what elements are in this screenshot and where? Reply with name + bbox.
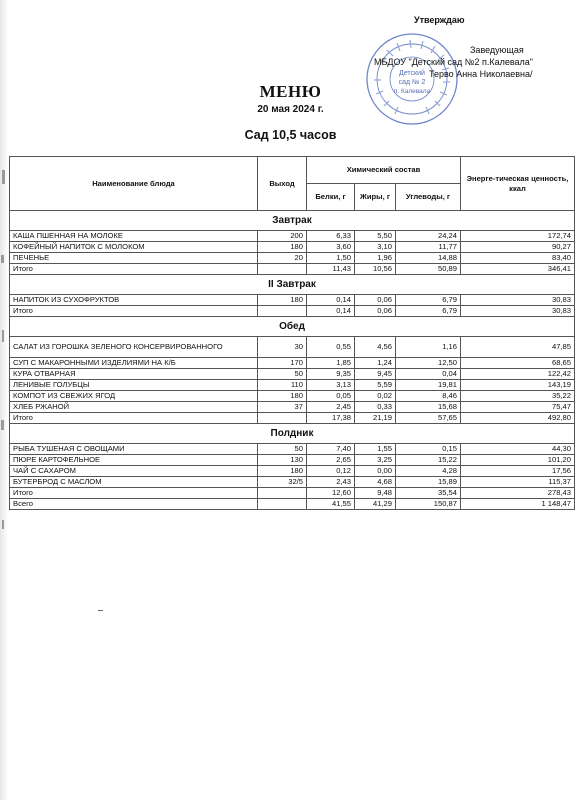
dish-energy: 75,47 [461,402,575,413]
total-carbs: 50,89 [396,264,461,275]
total-fat: 21,19 [355,413,396,424]
dish-protein: 0,14 [307,295,355,306]
dish-energy: 143,19 [461,380,575,391]
section-title: Завтрак [10,211,575,231]
total-energy: 278,43 [461,488,575,499]
dish-protein: 1,50 [307,253,355,264]
organization-name: МБДОУ "Детский сад №2 п.Калевала" [374,57,533,67]
dish-energy: 30,83 [461,295,575,306]
grand-total-fat: 41,29 [355,499,396,510]
dish-protein: 7,40 [307,444,355,455]
dish-name: КУРА ОТВАРНАЯ [10,369,258,380]
dish-energy: 17,56 [461,466,575,477]
dish-yield: 20 [258,253,307,264]
scan-mark [2,170,5,184]
dish-carbs: 24,24 [396,231,461,242]
dish-energy: 35,22 [461,391,575,402]
total-energy: 492,80 [461,413,575,424]
total-fat: 9,48 [355,488,396,499]
total-protein: 17,38 [307,413,355,424]
dish-fat: 1,96 [355,253,396,264]
dish-energy: 90,27 [461,242,575,253]
approver-title: Заведующая [470,45,524,55]
dish-yield: 37 [258,402,307,413]
dish-yield: 110 [258,380,307,391]
dish-yield: 180 [258,295,307,306]
dish-name: ПЕЧЕНЬЕ [10,253,258,264]
section-row [10,317,575,337]
group-label: Сад 10,5 часов [244,128,337,142]
scan-mark [2,330,4,342]
dish-fat: 1,55 [355,444,396,455]
section-title: II Завтрак [10,275,575,295]
total-fat: 10,56 [355,264,396,275]
dish-fat: 5,50 [355,231,396,242]
total-row [10,306,575,317]
section-title: Полдник [10,424,575,444]
table-row [10,391,575,402]
stamp-text: Детский [399,70,425,77]
dish-carbs: 14,88 [396,253,461,264]
total-carbs: 35,54 [396,488,461,499]
dish-energy: 115,37 [461,477,575,488]
dish-carbs: 1,16 [396,337,461,358]
column-header-name: Наименование блюда [10,157,258,211]
dish-protein: 3,13 [307,380,355,391]
dish-protein: 0,12 [307,466,355,477]
total-carbs: 57,65 [396,413,461,424]
column-header-carbs: Углеводы, г [396,184,461,211]
approver-name: Терво Анна Николаевна/ [429,69,533,79]
dish-yield: 50 [258,444,307,455]
dish-name: ХЛЕБ РЖАНОЙ [10,402,258,413]
grand-total-carbs: 150,87 [396,499,461,510]
table-row [10,358,575,369]
dish-fat: 0,33 [355,402,396,413]
dish-energy: 68,65 [461,358,575,369]
table-row [10,337,575,358]
total-label: Итого [10,264,258,275]
dish-name: ЧАЙ С САХАРОМ [10,466,258,477]
dish-protein: 6,33 [307,231,355,242]
menu-date: 20 мая 2024 г. [257,104,324,115]
total-label: Итого [10,306,258,317]
dish-name: КАША ПШЕННАЯ НА МОЛОКЕ [10,231,258,242]
dish-yield: 180 [258,466,307,477]
dish-yield: 170 [258,358,307,369]
scan-mark [2,520,4,529]
section-title: Обед [10,317,575,337]
dish-energy: 122,42 [461,369,575,380]
dish-carbs: 0,15 [396,444,461,455]
page-title: МЕНЮ [259,82,322,101]
dish-name: РЫБА ТУШЕНАЯ С ОВОЩАМИ [10,444,258,455]
dish-yield: 50 [258,369,307,380]
dish-yield: 180 [258,242,307,253]
total-yield-empty [258,488,307,499]
table-row [10,455,575,466]
scan-mark [1,420,4,430]
table-row [10,369,575,380]
table-row [10,253,575,264]
dish-carbs: 15,89 [396,477,461,488]
total-yield-empty [258,264,307,275]
section-row [10,211,575,231]
total-energy: 30,83 [461,306,575,317]
table-row [10,444,575,455]
dish-carbs: 6,79 [396,295,461,306]
table-row [10,402,575,413]
dish-yield: 30 [258,337,307,358]
total-fat: 0,06 [355,306,396,317]
approve-label: Утверждаю [414,15,465,25]
dish-fat: 4,68 [355,477,396,488]
column-header-fat: Жиры, г [355,184,396,211]
dish-carbs: 19,81 [396,380,461,391]
dish-energy: 44,30 [461,444,575,455]
section-row [10,424,575,444]
stamp-text: сад № 2 [398,79,426,86]
dish-protein: 9,35 [307,369,355,380]
dish-fat: 4,56 [355,337,396,358]
grand-total-energy: 1 148,47 [461,499,575,510]
total-row [10,488,575,499]
dish-fat: 3,10 [355,242,396,253]
dish-fat: 0,02 [355,391,396,402]
stamp-text: п. Калевала [393,88,431,95]
total-energy: 346,41 [461,264,575,275]
dish-protein: 0,05 [307,391,355,402]
dish-carbs: 8,46 [396,391,461,402]
dish-fat: 0,00 [355,466,396,477]
table-row [10,231,575,242]
total-yield-empty [258,413,307,424]
dish-name: НАПИТОК ИЗ СУХОФРУКТОВ [10,295,258,306]
dish-yield: 32/5 [258,477,307,488]
dish-protein: 2,45 [307,402,355,413]
column-header-protein: Белки, г [307,184,355,211]
total-label: Итого [10,488,258,499]
dish-carbs: 15,22 [396,455,461,466]
dish-yield: 180 [258,391,307,402]
dish-protein: 3,60 [307,242,355,253]
menu-table [9,156,575,510]
column-header-energy: Энерге-тическая ценность, ккал [461,157,575,211]
grand-total-row [10,499,575,510]
dish-fat: 9,45 [355,369,396,380]
scan-edge-shadow [0,0,8,800]
dish-name: БУТЕРБРОД С МАСЛОМ [10,477,258,488]
column-header-yield: Выход [258,157,307,211]
dish-energy: 83,40 [461,253,575,264]
dish-carbs: 11,77 [396,242,461,253]
total-row [10,264,575,275]
table-row [10,380,575,391]
dish-carbs: 15,68 [396,402,461,413]
total-label: Итого [10,413,258,424]
total-yield-empty [258,306,307,317]
grand-total-yield-empty [258,499,307,510]
total-protein: 0,14 [307,306,355,317]
dish-yield: 200 [258,231,307,242]
dish-protein: 1,85 [307,358,355,369]
dish-carbs: 4,28 [396,466,461,477]
dish-name: ЛЕНИВЫЕ ГОЛУБЦЫ [10,380,258,391]
column-header-chemical: Химический состав [307,157,461,184]
table-row [10,295,575,306]
total-protein: 11,43 [307,264,355,275]
section-row [10,275,575,295]
total-carbs: 6,79 [396,306,461,317]
dish-carbs: 0,04 [396,369,461,380]
dish-protein: 0,55 [307,337,355,358]
dish-carbs: 12,50 [396,358,461,369]
dish-energy: 47,85 [461,337,575,358]
table-row [10,477,575,488]
dish-name: СУП С МАКАРОННЫМИ ИЗДЕЛИЯМИ НА К/Б [10,358,258,369]
dish-name: КОМПОТ ИЗ СВЕЖИХ ЯГОД [10,391,258,402]
stray-mark [98,610,103,611]
dish-protein: 2,65 [307,455,355,466]
dish-protein: 2,43 [307,477,355,488]
dish-energy: 172,74 [461,231,575,242]
grand-total-protein: 41,55 [307,499,355,510]
dish-energy: 101,20 [461,455,575,466]
dish-fat: 0,06 [355,295,396,306]
dish-name: САЛАТ ИЗ ГОРОШКА ЗЕЛЕНОГО КОНСЕРВИРОВАННОГО [10,337,258,358]
total-protein: 12,60 [307,488,355,499]
dish-fat: 3,25 [355,455,396,466]
dish-fat: 5,59 [355,380,396,391]
table-row [10,242,575,253]
dish-name: КОФЕЙНЫЙ НАПИТОК С МОЛОКОМ [10,242,258,253]
scan-mark [1,255,4,263]
dish-name: ПЮРЕ КАРТОФЕЛЬНОЕ [10,455,258,466]
table-row [10,466,575,477]
dish-yield: 130 [258,455,307,466]
grand-total-label: Всего [10,499,258,510]
total-row [10,413,575,424]
dish-fat: 1,24 [355,358,396,369]
